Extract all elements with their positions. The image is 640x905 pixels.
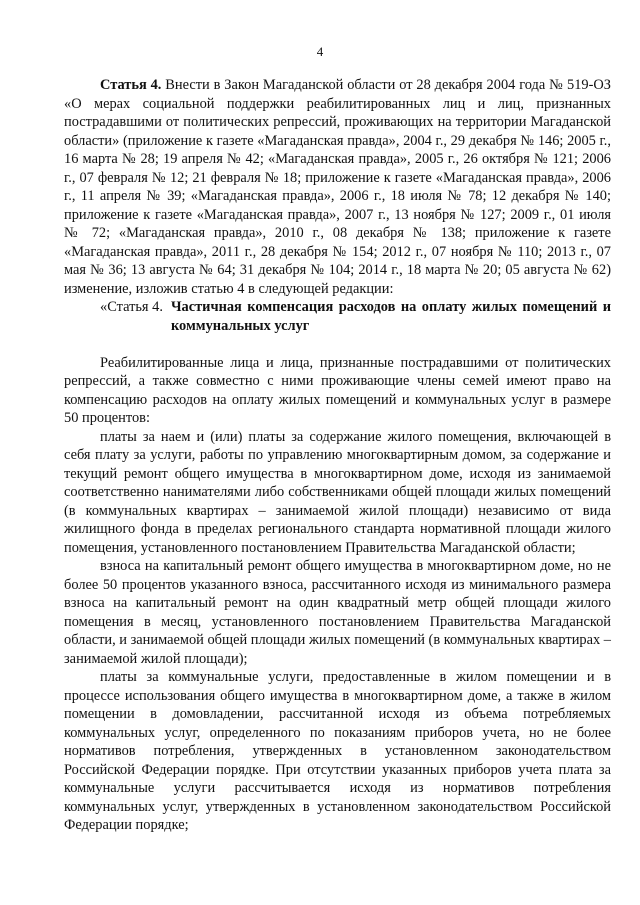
paragraph-rent-payment: платы за наем и (или) платы за содержание жилого помещения, включающей в себя плату за услуги, работы по управлению многоквартирным домом, за содержание и текущий ремонт общего имущества в многоквартирном доме, исходя из занимаемой соответственно нанимателями либо собственниками общей площади жилых помещений (в коммунальных квартирах – занимаемой жилой площади) независимо от вида жилищного фонда в пределах регионального стандарта нормативной площади жилого помещения, установленного постановлением Правительства Магаданской области; <box>64 428 611 556</box>
new-article-heading <box>100 298 611 335</box>
page-number: 4 <box>316 44 324 59</box>
article-amendment-paragraph <box>64 76 611 298</box>
paragraph-utilities: платы за коммунальные услуги, предоставленные в жилом помещении и в процессе использования общего имущества в многоквартирном доме, а также в жилом помещении в домовладении, рассчитанной исходя из объема потребляемых коммунальных услуг, определенного по показаниям приборов учета, но не более нормативов потребления, утвержденных в установленном законодательством Российской Федерации порядке. При отсутствии указанных приборов учета плата за коммунальные услуги рассчитывается исходя из нормативов потребления коммунальных услуг, утвержденных в установленном законодательством Российской Федерации порядке; <box>64 669 611 833</box>
new-article-lead: «Статья 4. <box>100 299 163 315</box>
paragraph-capital-repair: взноса на капитальный ремонт общего имущества в многоквартирном доме, но не более 50 процентов указанного взноса, рассчитанного исходя из минимального размера взноса на капитальный ремонт на один квадратный метр общей площади жилого помещения в месяц, установленного постановлением Правительства Магаданской области, и занимаемой общей площади жилых помещений (в коммунальных квартирах – занимаемой жилой площади); <box>64 558 611 667</box>
document-body <box>64 76 611 835</box>
blank-line <box>64 335 611 354</box>
article-label: Статья 4. <box>100 77 162 93</box>
new-article-title: Частичная компенсация расходов на оплату жилых помещений и коммунальных услуг <box>170 299 611 334</box>
paragraph-rights: Реабилитированные лица и лица, признанные пострадавшими от политических репрессий, а также совместно с ними проживающие члены семей имеют право на компенсацию расходов на оплату жилых помещений и коммунальных услуг в размере 50 процентов: <box>64 354 611 426</box>
article-intro-text: Внести в Закон Магаданской области от 28 декабря 2004 года № 519-ОЗ «О мерах социальной поддержки реабилитированных лиц и лиц, признанных пострадавшими от политических репрессий, проживающих на территории Магаданской области» (приложение к газете «Магаданская правда», 2004 г., 29 декабря № 146; 2005 г., 16 марта № 28; 19 апреля № 42; «Магаданская правда», 2005 г., 26 октября № 121; 2006 г., 07 февраля № 12; 21 февраля № 18; приложение к газете «Магаданская правда», 2006 г., 11 апреля № 39; «Магаданская правда», 2006 г., 18 июля № 78; 12 декабря № 140; приложение к газете «Магаданская правда», 2007 г., 13 ноября № 127; 2009 г., 01 июля № 72; «Магаданская правда», 2010 г., 08 декабря № 138; приложение к газете «Магаданская правда», 2011 г., 28 декабря № 154; 2012 г., 07 ноября № 110; 2013 г., 07 мая № 36; 13 августа № 64; 31 декабря № 104; 2014 г., 18 марта № 20; 05 августа № 62) изменение, изложив статью 4 в следующей редакции: <box>64 77 612 297</box>
